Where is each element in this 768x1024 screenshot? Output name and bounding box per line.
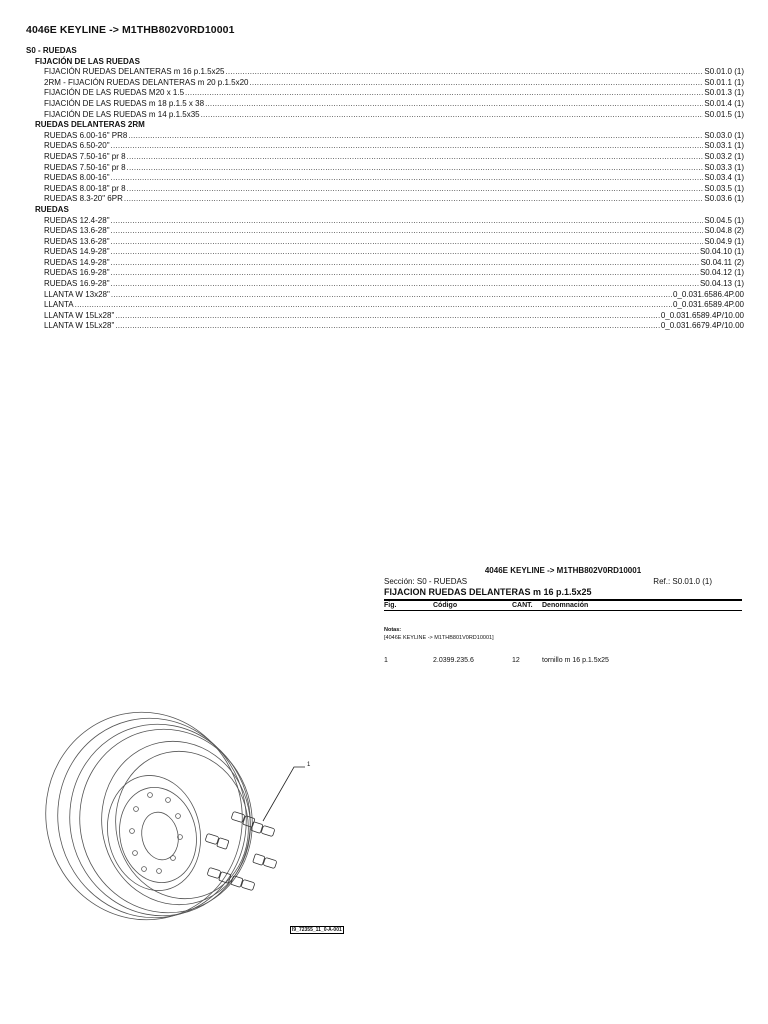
- table-row: [384, 657, 742, 664]
- toc-entry[interactable]: [26, 258, 744, 269]
- toc-entry-ref: S0.04.12 (1): [699, 268, 744, 278]
- notes-value: [4046E KEYLINE -> M1THB801V0RD10001]: [384, 635, 494, 641]
- toc-entry[interactable]: [26, 237, 744, 248]
- toc-entry-ref: S0.01.3 (1): [704, 88, 744, 98]
- detail-section-label: Sección: S0 - RUEDAS: [384, 577, 468, 586]
- toc-entry[interactable]: [26, 173, 744, 184]
- toc-entry-ref: S0.01.0 (1): [704, 67, 744, 77]
- toc-entry[interactable]: [26, 290, 744, 301]
- toc-entry-ref: S0.04.9 (1): [704, 236, 744, 246]
- toc-entry[interactable]: [26, 194, 744, 205]
- toc-entry-ref: S0.01.4 (1): [704, 98, 744, 108]
- toc-entry-ref: S0.04.10 (1): [699, 247, 744, 257]
- detail-ref-label: Ref.: S0.01.0 (1): [653, 577, 712, 586]
- dot-leader: [111, 290, 672, 301]
- part-fig: 1: [384, 657, 388, 664]
- toc-entry-ref: S0.03.3 (1): [704, 162, 744, 172]
- dot-leader: [111, 226, 704, 237]
- toc-entry[interactable]: [26, 163, 744, 174]
- toc-entry-label: FIJACIÓN RUEDAS DELANTERAS m 16 p.1.5x25: [44, 67, 225, 77]
- toc-entry[interactable]: [26, 141, 744, 152]
- wheel-rim-drawing: [26, 703, 362, 939]
- dot-leader: [111, 258, 700, 269]
- dot-leader: [185, 88, 703, 99]
- toc-entry-label: RUEDAS 13.6-28": [44, 236, 110, 246]
- dot-leader: [205, 99, 703, 110]
- dot-leader: [111, 237, 704, 248]
- toc-entry-label: RUEDAS 14.9-28": [44, 247, 110, 257]
- toc-entry-ref: S0.03.6 (1): [704, 194, 744, 204]
- dot-leader: [111, 216, 704, 227]
- toc-entry-ref: S0.04.8 (2): [704, 226, 744, 236]
- part-detail-panel: [384, 566, 742, 664]
- toc-entry-ref: 0_0.031.6589.4P.00: [672, 300, 744, 310]
- toc-entry-ref: S0.04.13 (1): [699, 279, 744, 289]
- toc-section-heading: S0 - RUEDAS: [26, 46, 77, 55]
- toc-subsection-heading: RUEDAS: [35, 204, 69, 214]
- parts-table-header: [384, 599, 742, 611]
- toc-entry-label: RUEDAS 16.9-28": [44, 268, 110, 278]
- toc-entry-ref: S0.03.5 (1): [704, 183, 744, 193]
- dot-leader: [111, 247, 699, 258]
- wheel-rim-illustration: [26, 703, 362, 939]
- toc-entry[interactable]: [26, 279, 744, 290]
- toc-entry[interactable]: [26, 67, 744, 78]
- toc-entry[interactable]: [26, 226, 744, 237]
- toc-entry-label: LLANTA W 13x28": [44, 289, 110, 299]
- toc-entry-label: RUEDAS 7.50-16" pr 8: [44, 151, 126, 161]
- dot-leader: [111, 268, 699, 279]
- toc-entry-ref: 0_0.031.6589.4P/10.00: [660, 310, 744, 320]
- dot-leader: [111, 279, 699, 290]
- toc-entry-ref: S0.03.4 (1): [704, 173, 744, 183]
- dot-leader: [201, 110, 704, 121]
- toc-entry-label: 2RM - FIJACIÓN RUEDAS DELANTERAS m 20 p.1.5x20: [44, 77, 249, 87]
- part-code: 2.0399.235.6: [433, 657, 474, 664]
- toc-entry[interactable]: [26, 247, 744, 258]
- toc-entry-label: LLANTA: [44, 300, 74, 310]
- toc-entry-label: RUEDAS 8.00-16": [44, 173, 110, 183]
- toc-entry-label: FIJACIÓN DE LAS RUEDAS m 14 p.1.5x35: [44, 109, 200, 119]
- col-qty: CANT.: [512, 602, 533, 609]
- image-code-label: I9_72355_11_0-A-001: [292, 927, 342, 933]
- toc-entry-label: LLANTA W 15Lx28": [44, 310, 115, 320]
- col-desc: Denomnación: [542, 602, 589, 609]
- toc-entry[interactable]: [26, 311, 744, 322]
- dot-leader: [127, 163, 704, 174]
- toc-entry-ref: S0.01.5 (1): [704, 109, 744, 119]
- toc-entry[interactable]: [26, 184, 744, 195]
- dot-leader: [111, 141, 704, 152]
- dot-leader: [250, 78, 704, 89]
- toc-entry-ref: S0.03.2 (1): [704, 151, 744, 161]
- dot-leader: [75, 300, 672, 311]
- toc-entry[interactable]: [26, 131, 744, 142]
- toc-entry-label: LLANTA W 15Lx28": [44, 321, 115, 331]
- part-qty: 12: [512, 657, 520, 664]
- toc-entry-label: RUEDAS 6.50-20": [44, 141, 110, 151]
- page-title: 4046E KEYLINE -> M1THB802V0RD10001: [26, 24, 235, 36]
- toc-entry-ref: S0.03.0 (1): [704, 130, 744, 140]
- toc-entry[interactable]: [26, 78, 744, 89]
- toc-entry[interactable]: [26, 321, 744, 332]
- toc-entry-ref: S0.03.1 (1): [704, 141, 744, 151]
- dot-leader: [115, 311, 660, 322]
- toc-entry-ref: 0_0.031.6586.4P.00: [672, 289, 744, 299]
- detail-section-line: [384, 577, 742, 586]
- part-desc: tornillo m 16 p.1.5x25: [542, 657, 609, 664]
- toc-entry-label: FIJACIÓN DE LAS RUEDAS m 18 p.1.5 x 38: [44, 98, 205, 108]
- toc-entry-label: RUEDAS 16.9-28": [44, 279, 110, 289]
- toc-subsection-heading: FIJACIÓN DE LAS RUEDAS: [35, 56, 140, 66]
- dot-leader: [127, 184, 704, 195]
- detail-title: FIJACION RUEDAS DELANTERAS m 16 p.1.5x25: [384, 587, 592, 597]
- dot-leader: [127, 152, 704, 163]
- toc-subsection-heading: RUEDAS DELANTERAS 2RM: [35, 120, 145, 130]
- toc-entry[interactable]: [26, 300, 744, 311]
- callout-label: 1: [307, 762, 311, 768]
- toc-entry[interactable]: [26, 99, 744, 110]
- toc-entry-label: RUEDAS 12.4-28": [44, 215, 110, 225]
- col-fig: Fig.: [384, 602, 397, 609]
- toc-entry-ref: 0_0.031.6679.4P/10.00: [660, 321, 744, 331]
- toc-entry-label: RUEDAS 8.00-18" pr 8: [44, 183, 126, 193]
- dot-leader: [226, 67, 704, 78]
- dot-leader: [111, 173, 704, 184]
- dot-leader: [115, 321, 660, 332]
- toc-entry-ref: S0.04.11 (2): [700, 257, 744, 267]
- toc-entry-label: RUEDAS 7.50-16" pr 8: [44, 162, 126, 172]
- notes-label: Notas:: [384, 627, 402, 633]
- toc-entry-label: RUEDAS 13.6-28": [44, 226, 110, 236]
- table-of-contents: [26, 46, 744, 332]
- toc-entry-ref: S0.01.1 (1): [704, 77, 744, 87]
- detail-header: 4046E KEYLINE -> M1THB802V0RD10001: [484, 566, 642, 575]
- dot-leader: [124, 194, 704, 205]
- toc-entry-ref: S0.04.5 (1): [704, 215, 744, 225]
- toc-groups: [26, 57, 744, 332]
- toc-entry-label: RUEDAS 6.00-16" PR8: [44, 130, 128, 140]
- toc-entry[interactable]: [26, 88, 744, 99]
- toc-entry[interactable]: [26, 110, 744, 121]
- toc-entry[interactable]: [26, 216, 744, 227]
- col-code: Código: [433, 602, 458, 609]
- dot-leader: [128, 131, 703, 142]
- toc-entry[interactable]: [26, 152, 744, 163]
- toc-entry-label: RUEDAS 8.3-20" 6PR: [44, 194, 123, 204]
- toc-entry[interactable]: [26, 268, 744, 279]
- toc-entry-label: RUEDAS 14.9-28": [44, 257, 110, 267]
- toc-entry-label: FIJACIÓN DE LAS RUEDAS M20 x 1.5: [44, 88, 185, 98]
